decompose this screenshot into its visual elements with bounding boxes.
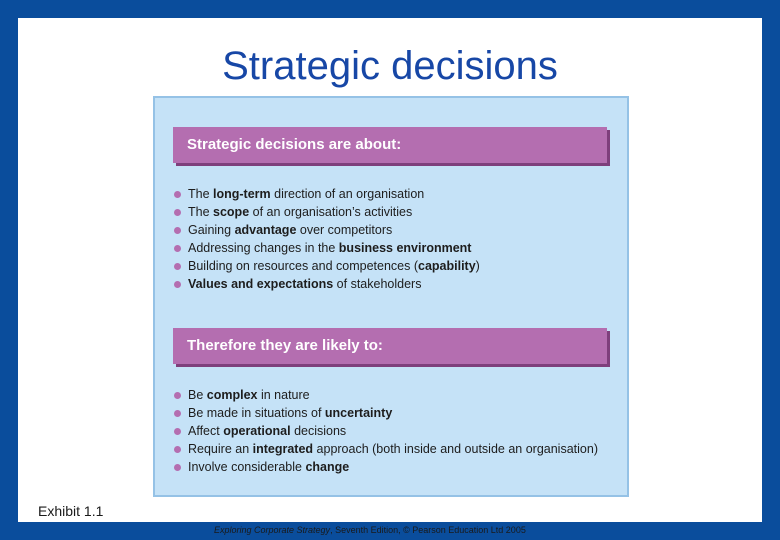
list-item: Building on resources and competences (capability) <box>173 257 480 275</box>
bullet-icon <box>174 392 181 399</box>
list-item: The scope of an organisation’s activities <box>173 203 480 221</box>
bullet-icon <box>174 209 181 216</box>
bullet-icon <box>174 446 181 453</box>
footer-book-title: Exploring Corporate Strategy <box>214 525 331 535</box>
bullet-icon <box>174 227 181 234</box>
bullet-list-about <box>173 185 480 293</box>
bullet-icon <box>174 464 181 471</box>
list-item: Involve considerable change <box>173 458 598 476</box>
bullet-list-likely <box>173 386 598 476</box>
section-heading-about: Strategic decisions are about: <box>173 127 607 163</box>
footer-citation <box>214 525 526 535</box>
list-item: Be made in situations of uncertainty <box>173 404 598 422</box>
list-item: The long-term direction of an organisation <box>173 185 480 203</box>
footer-rest: , Seventh Edition, © Pearson Education Ltd 2005 <box>330 525 526 535</box>
list-item: Gaining advantage over competitors <box>173 221 480 239</box>
section-heading-likely: Therefore they are likely to: <box>173 328 607 364</box>
content-panel <box>153 96 629 497</box>
list-item: Values and expectations of stakeholders <box>173 275 480 293</box>
bullet-icon <box>174 410 181 417</box>
exhibit-label: Exhibit 1.1 <box>38 503 104 519</box>
list-item: Require an integrated approach (both inside and outside an organisation) <box>173 440 598 458</box>
bullet-icon <box>174 428 181 435</box>
bullet-icon <box>174 263 181 270</box>
bullet-icon <box>174 245 181 252</box>
bullet-icon <box>174 191 181 198</box>
list-item: Addressing changes in the business environment <box>173 239 480 257</box>
bullet-icon <box>174 281 181 288</box>
slide-title: Strategic decisions <box>222 44 558 88</box>
list-item: Affect operational decisions <box>173 422 598 440</box>
list-item: Be complex in nature <box>173 386 598 404</box>
slide <box>18 18 762 535</box>
